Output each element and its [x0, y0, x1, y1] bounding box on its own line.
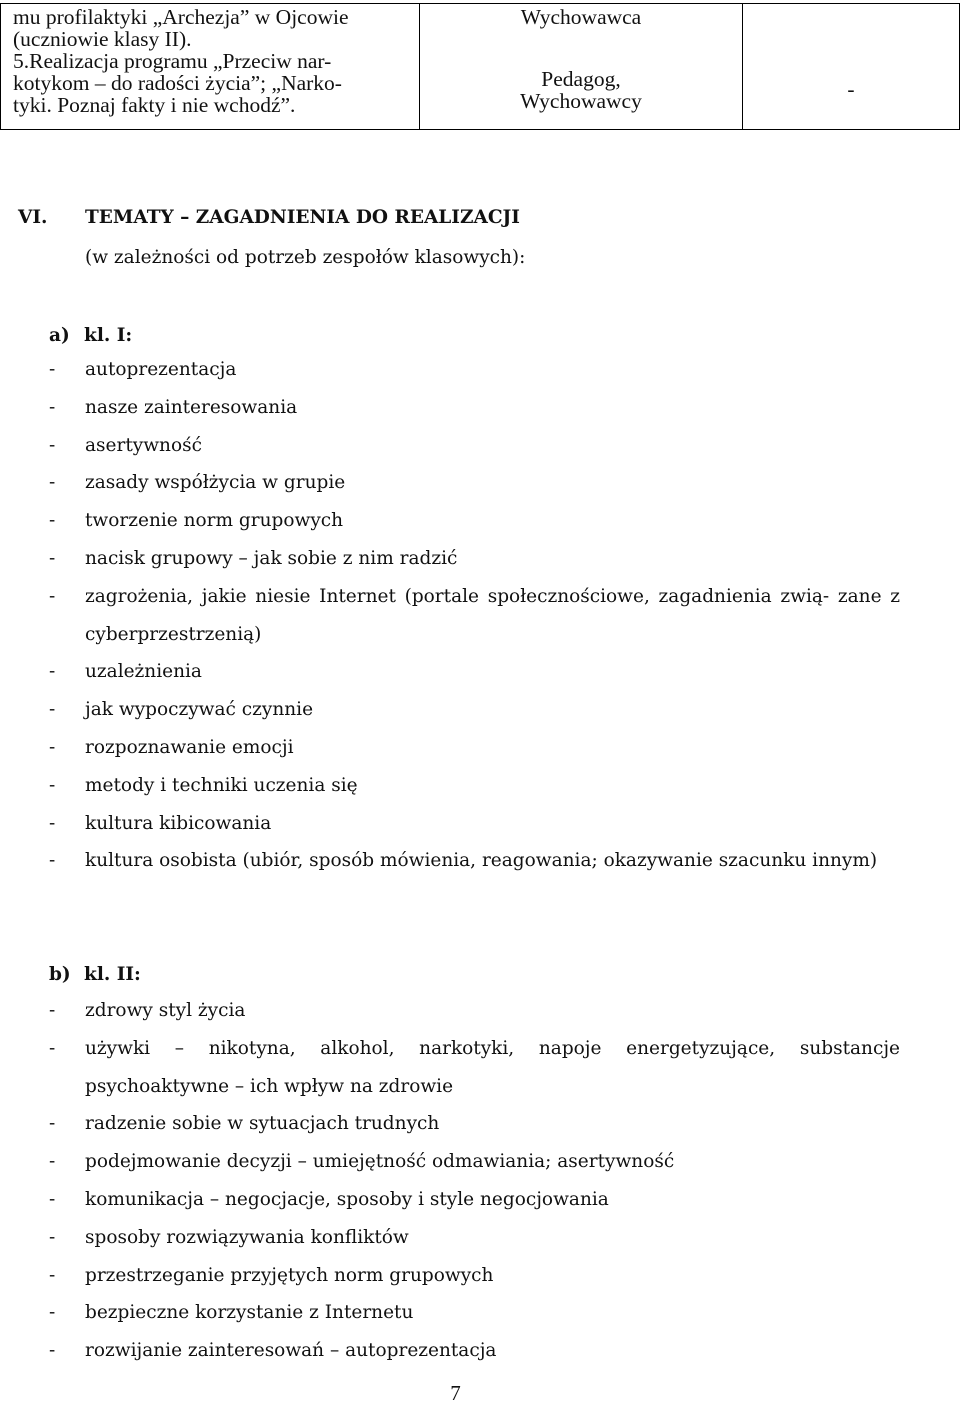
date-cell — [743, 4, 960, 130]
activity-line: tyki. Poznaj fakty i nie wchodź”. — [13, 93, 296, 117]
section-number: VI. — [18, 207, 48, 228]
responsible-cell — [420, 4, 743, 130]
section-title: TEMATY – ZAGADNIENIA DO REALIZACJI — [85, 207, 520, 228]
list-item: - zagrożenia, jakie niesie Internet (portale społecznościowe, zagadnienia zwią- zane z cyberprzestrzenią) — [49, 585, 900, 645]
list-item: - sposoby rozwiązywania konfliktów — [49, 1226, 409, 1248]
list-item: - zdrowy styl życia — [49, 1000, 246, 1021]
activity-line: 5.Realizacja programu „Przeciw nar- — [13, 49, 332, 73]
list-item: - nasze zainteresowania — [49, 396, 298, 418]
table-row — [1, 4, 960, 130]
list-item: - przestrzeganie przyjętych norm grupowych — [49, 1264, 494, 1286]
list-item: - autoprezentacja — [49, 359, 237, 380]
group-label: b) — [49, 964, 71, 985]
page-number: 7 — [450, 1381, 461, 1405]
group-name: kl. I: — [84, 325, 133, 346]
list-item: - uzależnienia — [49, 661, 202, 683]
list-item: - tworzenie norm grupowych — [49, 510, 344, 532]
list-item: - metody i techniki uczenia się — [49, 774, 358, 796]
responsible-line: Wychowawcy — [520, 89, 642, 113]
activity-line: kotykom – do radości życia”; „Narko- — [13, 71, 342, 95]
topic-list-class-2 — [49, 992, 900, 1370]
list-item: - kultura kibicowania — [49, 812, 272, 834]
list-item: - kultura osobista (ubiór, sposób mówienia, reagowania; okazywanie szacunku innym) — [49, 850, 878, 872]
list-item: - podejmowanie decyzji – umiejętność odmawiania; asertywność — [49, 1151, 675, 1173]
section-heading — [18, 206, 520, 230]
responsible-top: Wychowawca — [520, 5, 642, 29]
activities-table — [0, 3, 960, 130]
section-subtitle: (w zależności od potrzeb zespołów klasowych): — [85, 247, 526, 268]
group-title-class-2 — [49, 963, 141, 987]
group-label: a) — [49, 325, 70, 346]
activity-cell — [1, 4, 420, 130]
list-item: - jak wypoczywać czynnie — [49, 699, 314, 721]
list-item: - asertywność — [49, 434, 202, 456]
list-item: - komunikacja – negocjacje, sposoby i style negocjowania — [49, 1188, 609, 1210]
group-title-class-1 — [49, 324, 132, 348]
list-item: - rozwijanie zainteresowań – autoprezentacja — [49, 1340, 497, 1362]
list-item: - radzenie sobie w sytuacjach trudnych — [49, 1113, 440, 1135]
group-name: kl. II: — [84, 964, 141, 985]
list-item: - używki – nikotyna, alkohol, narkotyki, napoje energetyzujące, substancje psychoaktywne – ich wpływ na zdrowie — [49, 1037, 900, 1097]
responsible-line: Pedagog, — [541, 67, 621, 91]
list-item: - rozpoznawanie emocji — [49, 736, 294, 758]
list-item: - nacisk grupowy – jak sobie z nim radzić — [49, 547, 458, 569]
activity-line: (uczniowie klasy II). — [13, 27, 192, 51]
topic-list-class-1 — [49, 351, 900, 880]
list-item: - zasady współżycia w grupie — [49, 472, 346, 494]
activity-line: mu profilaktyki „Archezja” w Ojcowie — [13, 5, 349, 29]
list-item: - bezpieczne korzystanie z Internetu — [49, 1302, 414, 1324]
date-value: - — [847, 77, 855, 101]
